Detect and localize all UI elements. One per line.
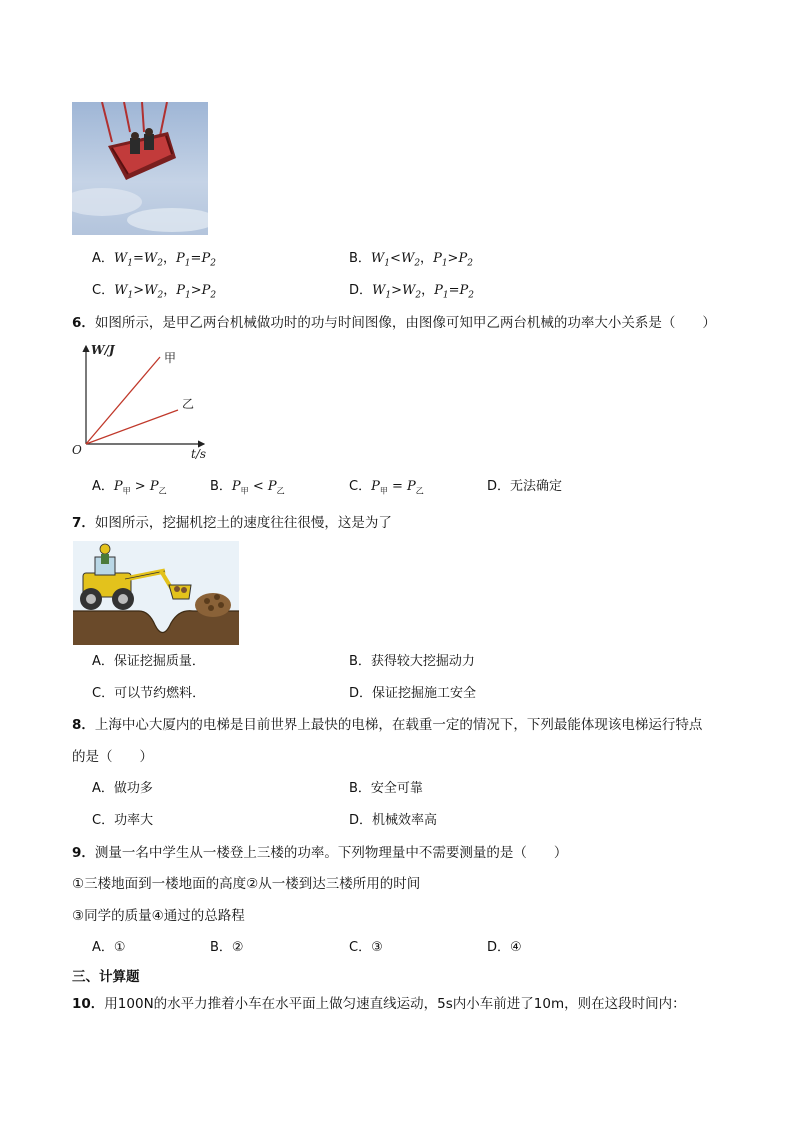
q9-stem: 9．测量一名中学生从一楼登上三楼的功率。下列物理量中不需要测量的是（ ） (72, 845, 568, 861)
q5-option-a[interactable]: A．$W_1=W_2$，$P_1=P_2$ (92, 251, 216, 269)
graph-line2-label: 乙 (182, 397, 195, 411)
graph-line1-label: 甲 (164, 351, 177, 365)
swing-ride-photo (72, 102, 208, 235)
q5-option-d[interactable]: D．$W_1>W_2$，$P_1=P_2$ (349, 283, 475, 301)
q8-option-b[interactable]: B．安全可靠 (349, 781, 423, 796)
q9-option-c[interactable]: C．③ (349, 940, 383, 955)
q9-line2: ③同学的质量④通过的总路程 (72, 908, 245, 924)
q8-option-d[interactable]: D．机械效率高 (349, 813, 438, 828)
q8-stem-line1: 8．上海中心大厦内的电梯是目前世界上最快的电梯，在载重一定的情况下，下列最能体现该电梯运行特点 (72, 717, 703, 733)
q8-option-c[interactable]: C．功率大 (92, 813, 154, 828)
q9-line1: ①三楼地面到一楼地面的高度②从一楼到达三楼所用的时间 (72, 876, 421, 892)
section-title-calculation: 三、计算题 (72, 969, 140, 985)
graph-origin: O (72, 443, 82, 457)
q6-stem: 6．如图所示，是甲乙两台机械做功时的功与时间图像，由图像可知甲乙两台机械的功率大小关系是（ ） (72, 315, 716, 331)
graph-xlabel: t/s (191, 447, 207, 461)
q5-option-c[interactable]: C．$W_1>W_2$，$P_1>P_2$ (92, 283, 217, 301)
q7-option-a[interactable]: A．保证挖掘质量． (92, 654, 205, 669)
q9-option-d[interactable]: D．④ (487, 940, 522, 955)
q7-stem: 7．如图所示，挖掘机挖土的速度往往很慢，这是为了 (72, 515, 392, 531)
q6-option-c[interactable]: C．$P_甲 = P_乙$ (349, 479, 424, 496)
q7-option-d[interactable]: D．保证挖掘施工安全 (349, 686, 477, 701)
q7-option-b[interactable]: B．获得较大挖掘动力 (349, 654, 475, 669)
q10-stem: 10．用100N的水平力推着小车在水平面上做匀速直线运动，5s内小车前进了10m，则在这段时间内： (72, 996, 686, 1012)
q6-option-a[interactable]: A．$P_甲 > P_乙$ (92, 479, 167, 496)
q8-stem-line2: 的是（ ） (72, 749, 153, 765)
graph-ylabel: W/J (91, 343, 115, 357)
q6-work-time-graph (70, 340, 210, 465)
q5-option-b[interactable]: B．$W_1<W_2$，$P_1>P_2$ (349, 251, 473, 269)
q6-option-b[interactable]: B．$P_甲 < P_乙$ (210, 479, 285, 496)
q6-option-d[interactable]: D．无法确定 (487, 479, 563, 494)
q7-option-c[interactable]: C．可以节约燃料． (92, 686, 206, 701)
q9-option-a[interactable]: A．① (92, 940, 126, 955)
q9-option-b[interactable]: B．② (210, 940, 244, 955)
q8-option-a[interactable]: A．做功多 (92, 781, 153, 796)
excavator-illustration (73, 541, 239, 645)
